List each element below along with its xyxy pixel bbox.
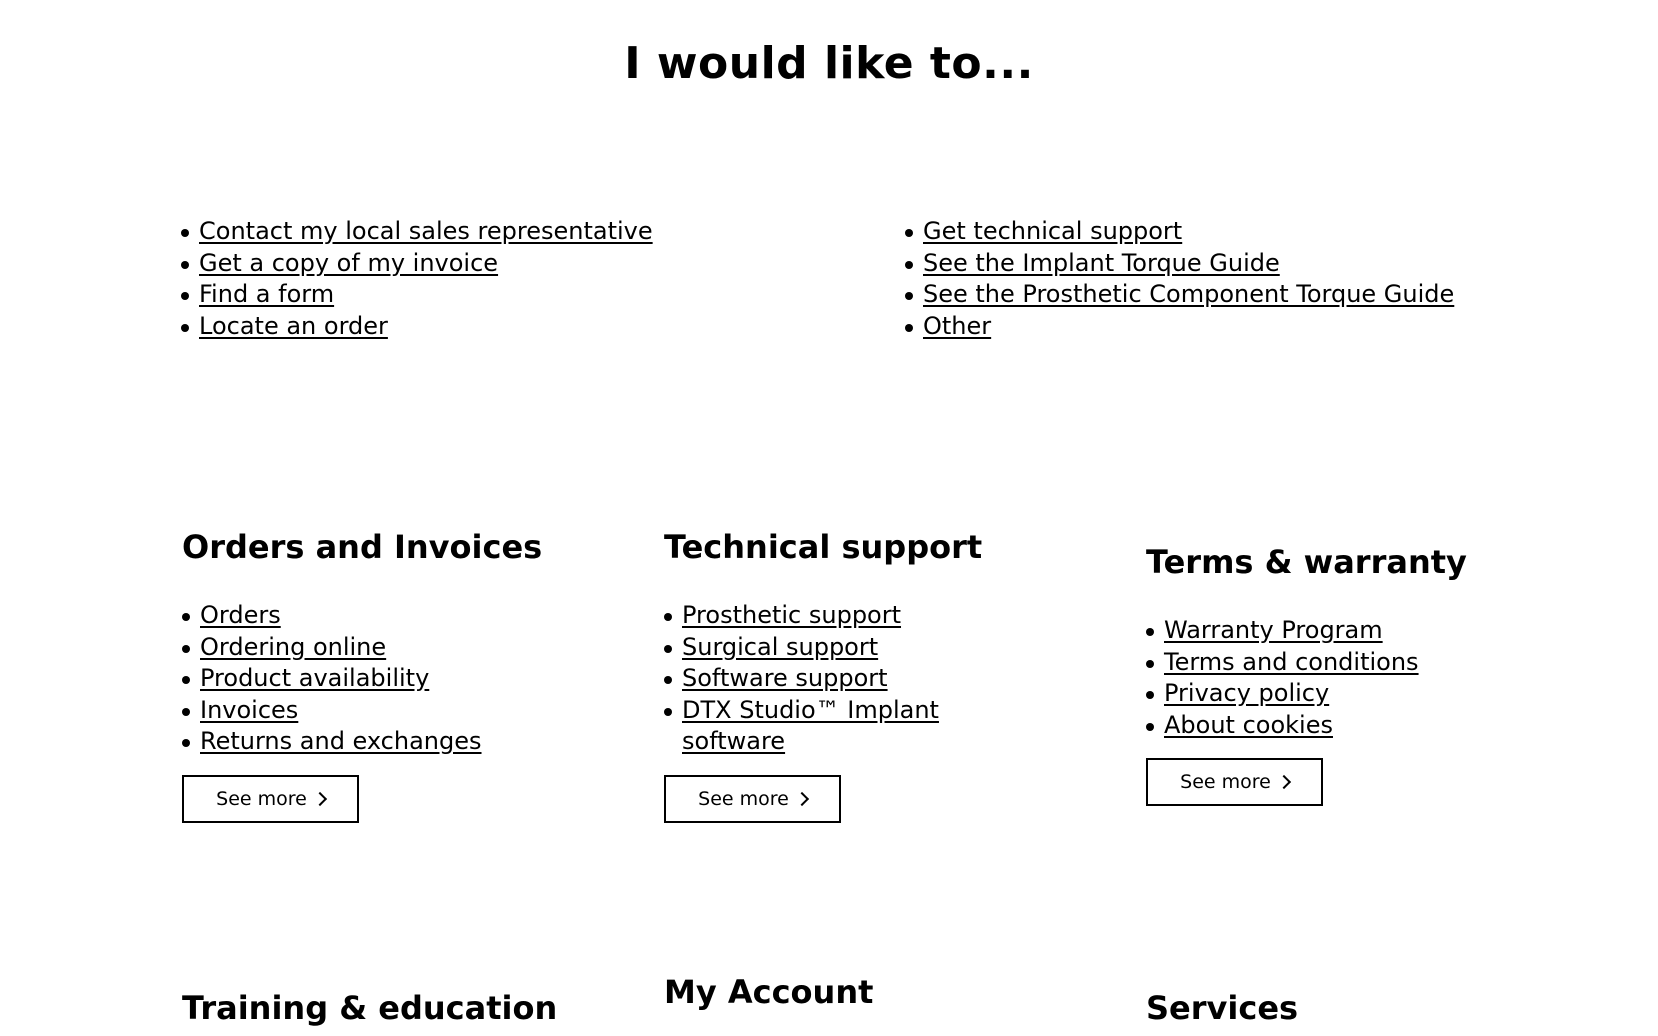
- list-item: [181, 311, 653, 343]
- chevron-right-icon: [795, 791, 809, 805]
- list-item: [1146, 615, 1616, 647]
- section-title-training[interactable]: Training & education: [182, 989, 558, 1027]
- see-more-label: See more: [216, 787, 307, 810]
- link-returns-exchanges[interactable]: Returns and exchanges: [200, 727, 482, 755]
- link-prosthetic-torque-guide[interactable]: See the Prosthetic Component Torque Guide: [923, 280, 1455, 308]
- chevron-right-icon: [1277, 775, 1291, 789]
- list-item: [905, 311, 1454, 343]
- technical-links: [664, 600, 984, 758]
- list-item: [182, 663, 652, 695]
- section-my-account: [664, 972, 1134, 1012]
- section-title-services[interactable]: Services: [1146, 989, 1299, 1027]
- link-software-support[interactable]: Software support: [682, 664, 888, 692]
- link-technical-support[interactable]: Get technical support: [923, 217, 1183, 245]
- list-item: [905, 248, 1454, 280]
- section-title-orders[interactable]: Orders and Invoices: [182, 528, 543, 566]
- list-item: [664, 632, 984, 664]
- list-item: [181, 248, 653, 280]
- terms-links: [1146, 615, 1616, 741]
- list-item: [181, 216, 653, 248]
- link-other[interactable]: Other: [923, 311, 992, 340]
- section-title-terms[interactable]: Terms & warranty: [1146, 543, 1467, 581]
- page-title: I would like to...: [624, 38, 1034, 89]
- list-item: [182, 726, 652, 758]
- section-title-account[interactable]: My Account: [664, 973, 874, 1011]
- section-title-technical[interactable]: Technical support: [664, 528, 983, 566]
- list-item: [181, 279, 653, 311]
- link-invoices[interactable]: Invoices: [200, 695, 299, 724]
- link-implant-torque-guide[interactable]: See the Implant Torque Guide: [923, 248, 1280, 277]
- orders-links: [182, 600, 652, 758]
- link-surgical-support[interactable]: Surgical support: [682, 632, 879, 661]
- link-ordering-online[interactable]: Ordering online: [200, 632, 387, 661]
- link-orders[interactable]: Orders: [200, 601, 281, 629]
- link-privacy-policy[interactable]: Privacy policy: [1164, 679, 1330, 707]
- link-prosthetic-support[interactable]: Prosthetic support: [682, 601, 902, 629]
- link-copy-of-invoice[interactable]: Get a copy of my invoice: [199, 248, 499, 277]
- quick-links-right: [905, 216, 1454, 342]
- quick-links-left: [181, 216, 653, 342]
- link-warranty-program[interactable]: Warranty Program: [1164, 616, 1383, 644]
- list-item: [1146, 647, 1616, 679]
- quick-links-list-right: [905, 216, 1454, 342]
- section-training-education: [182, 988, 652, 1028]
- link-contact-sales-rep[interactable]: Contact my local sales representative: [199, 217, 653, 245]
- list-item: [905, 279, 1454, 311]
- see-more-terms-button[interactable]: [1146, 758, 1323, 806]
- section-terms-warranty: [1146, 542, 1616, 806]
- see-more-technical-button[interactable]: [664, 775, 841, 823]
- list-item: [664, 695, 984, 758]
- link-terms-conditions[interactable]: Terms and conditions: [1164, 647, 1419, 676]
- section-services: [1146, 988, 1616, 1028]
- see-more-label: See more: [698, 787, 789, 810]
- link-product-availability[interactable]: Product availability: [200, 664, 430, 692]
- section-orders-invoices: [182, 527, 652, 823]
- chevron-right-icon: [313, 791, 327, 805]
- list-item: [664, 600, 984, 632]
- list-item: [182, 632, 652, 664]
- link-about-cookies[interactable]: About cookies: [1164, 710, 1333, 739]
- list-item: [182, 600, 652, 632]
- section-technical-support: [664, 527, 984, 823]
- link-locate-order[interactable]: Locate an order: [199, 311, 388, 340]
- list-item: [1146, 678, 1616, 710]
- see-more-label: See more: [1180, 771, 1271, 793]
- list-item: [1146, 710, 1616, 742]
- list-item: [182, 695, 652, 727]
- link-find-form[interactable]: Find a form: [199, 280, 335, 308]
- list-item: [664, 663, 984, 695]
- quick-links-list-left: [181, 216, 653, 342]
- see-more-orders-button[interactable]: [182, 775, 359, 823]
- list-item: [905, 216, 1454, 248]
- link-dtx-studio-implant[interactable]: DTX Studio™ Implant software: [682, 695, 939, 755]
